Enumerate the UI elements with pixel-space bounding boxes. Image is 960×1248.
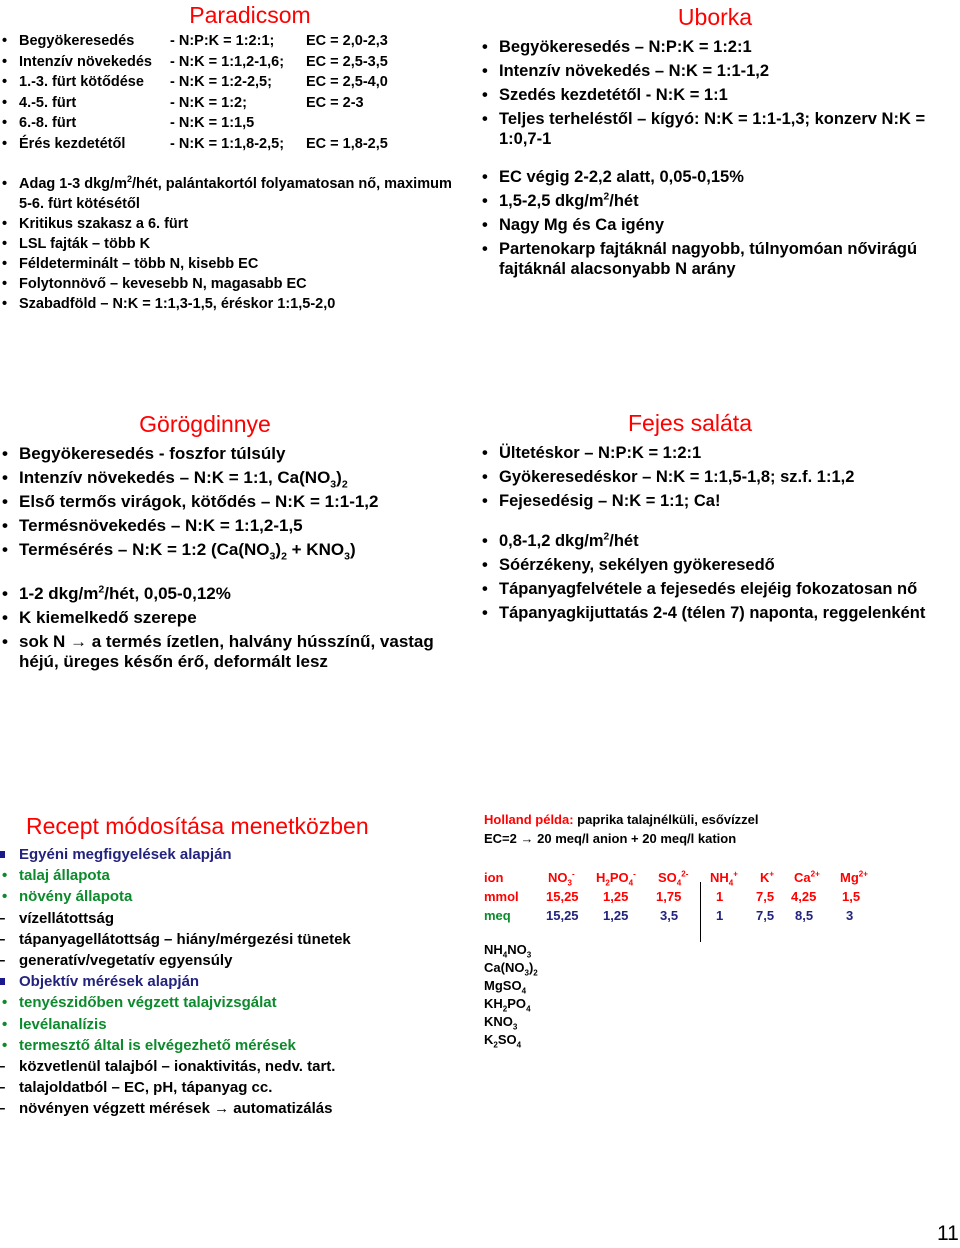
note-lsl: • LSL fajták – több K [19, 234, 460, 254]
salt-mgso4: MgSO$_4$ [484, 978, 527, 996]
note-feldet: • Féldeterminált – több N, kisebb EC [19, 254, 460, 274]
mmol-value: 4,25 [791, 889, 817, 904]
row-label-meq: meq [484, 908, 511, 923]
recept-list [0, 844, 470, 1120]
note-kritikus: • Kritikus szakasz a 6. fürt [19, 214, 460, 234]
uborka-parteno: • Partenokarp fajtáknál nagyobb, túlnyomóan nővirágú fajtáknál alacsonyabb N arány [499, 239, 950, 279]
meq-value: 1 [716, 908, 724, 923]
panel-recept [0, 813, 470, 1120]
salata-list-2 [480, 531, 950, 623]
arrow-right-icon: → [520, 831, 534, 846]
salata-item: • Tápanyagkijuttatás 2-4 (télen 7) naponta, reggelenként [499, 603, 950, 623]
meq-value: 7,5 [756, 908, 775, 923]
salata-item: • Fejesedésig – N:K = 1:1; Ca! [499, 491, 950, 511]
panel-paradicsom [0, 2, 460, 314]
paradicsom-notes [0, 174, 460, 314]
mmol-value: 1,25 [603, 889, 629, 904]
meq-value: 3,5 [660, 908, 679, 923]
recept-item: • termesztő által is elvégezhető mérések [19, 1035, 470, 1056]
dinnye-sokn: • sok N → a termés ízetlen, halvány hússzínű, vastag héjú, üreges későn érő, deformált lesz [19, 632, 470, 672]
phase-item: • 1.-3. fürt kötődése - N:K = 1:2-2,5; EC = 2,5-4,0 [19, 72, 460, 93]
salata-title: Fejes saláta [627, 410, 752, 436]
gorogdinnye-list-2 [0, 584, 470, 672]
phase-item: • 6.-8. fürt - N:K = 1:1,5 [19, 113, 460, 134]
ion-no3: $NO_3^-$ [548, 869, 575, 888]
gorogdinnye-title: Görögdinnye [139, 411, 271, 437]
salt-k2so4: $K_2SO_4$ [484, 1032, 522, 1050]
recept-item: Objektív mérések alapján [19, 971, 470, 992]
ion-ca: $Ca^{2+}$ [794, 869, 820, 885]
salata-list [480, 443, 950, 511]
ion-k: K+ [760, 869, 775, 885]
recept-item: • tenyészidőben végzett talajvizsgálat [19, 992, 470, 1013]
dinnye-dkg: • 1-2 dkg/$m^2$/hét, 0,05-0,12% [19, 584, 470, 604]
ion-nh4: $NH_4^+$ [710, 869, 738, 888]
ion-h2po4: $H_2PO_4^-$ [596, 869, 636, 888]
holland-header: Holland példa: paprika talajnélküli, esővízzel [484, 812, 759, 827]
mmol-value: 1,75 [656, 889, 682, 904]
uborka-list-2 [480, 167, 950, 279]
uborka-mg: • Nagy Mg és Ca igény [499, 215, 950, 235]
arrow-right-icon: → [214, 1100, 230, 1118]
holland-ec: EC=2 → 20 meq/l anion + 20 meq/l kation [484, 831, 737, 846]
recept-item-last: – növényen végzett mérések → automatizálás [19, 1098, 470, 1119]
salt-nh4no3: $NH_4NO_3$ [484, 942, 532, 960]
ion-so4: $SO_4^{2-}$ [658, 869, 689, 888]
note-folyton: • Folytonnövő – kevesebb N, magasabb EC [19, 274, 460, 294]
paradicsom-title: Paradicsom [189, 2, 311, 28]
mmol-value: 1,5 [842, 889, 861, 904]
phase-item: • Intenzív növekedés - N:K = 1:1,2-1,6; EC = 2,5-3,5 [19, 52, 460, 73]
recept-item: – generatív/vegetatív egyensúly [19, 950, 470, 971]
salata-item: • Sóérzékeny, sekélyen gyökeresedő [499, 555, 950, 575]
uborka-title: Uborka [677, 4, 753, 30]
mmol-value: 15,25 [546, 889, 579, 904]
mmol-value: 7,5 [756, 889, 775, 904]
recept-item: – közvetlenül talajból – ionaktivitás, nedv. tart. [19, 1056, 470, 1077]
panel-gorogdinnye [0, 411, 470, 676]
recept-item: • talaj állapota [19, 865, 470, 886]
uborka-item: • Begyökeresedés – N:P:K = 1:2:1 [499, 37, 950, 57]
panel-fejes-salata [480, 410, 950, 627]
recept-item: Egyéni megfigyelések alapján [19, 844, 470, 865]
salata-item: • Ültetéskor – N:P:K = 1:2:1 [499, 443, 950, 463]
dinnye-intenziv: • Intenzív növekedés – N:K = 1:1, $Ca(NO_3)_2$ [19, 468, 470, 488]
table-divider [700, 882, 701, 942]
dinnye-elso: • Első termős virágok, kötődés – N:K = 1:1-1,2 [19, 492, 470, 512]
salata-item: • Tápanyagfelvétele a fejesedés elejéig fokozatosan nő [499, 579, 950, 599]
page-number: 11 [937, 1222, 959, 1245]
gorogdinnye-list [0, 444, 470, 563]
recept-item: – tápanyagellátottság – hiány/mérgezési tünetek [19, 929, 470, 950]
row-label-mmol: mmol [484, 889, 519, 904]
salt-kno3: $KNO_3$ [484, 1014, 518, 1032]
panel-holland [484, 810, 944, 1049]
uborka-item: • Intenzív növekedés – N:K = 1:1-1,2 [499, 61, 950, 81]
note-szabad: • Szabadföld – N:K = 1:1,3-1,5, éréskor 1:1,5-2,0 [19, 294, 460, 314]
meq-value: 15,25 [546, 908, 579, 923]
dinnye-k: • K kiemelkedő szerepe [19, 608, 470, 628]
row-label-ion: ion [484, 870, 504, 885]
phase-item: • Érés kezdetétől - N:K = 1:1,8-2,5; EC = 1,8-2,5 [19, 134, 460, 155]
note-adag: • Adag 1-3 dkg/$m^2$/hét, palántakortól folyamatosan nő, maximum 5-6. fürt kötésétől [19, 174, 460, 214]
ion-mg: $Mg^{2+}$ [840, 869, 868, 885]
recept-item: – talajoldatból – EC, pH, tápanyag cc. [19, 1077, 470, 1098]
salt-kh2po4: $KH_2PO_4$ [484, 996, 531, 1014]
recept-item: • növény állapota [19, 886, 470, 907]
salt-cano32: $Ca(NO_3)_2$ [484, 960, 538, 978]
meq-value: 3 [846, 908, 854, 923]
meq-value: 1,25 [603, 908, 629, 923]
ion-table [484, 862, 944, 932]
phase-item: • 4.-5. fürt - N:K = 1:2; EC = 2-3 [19, 93, 460, 114]
dinnye-termesnov: • Termésnövekedés – N:K = 1:1,2-1,5 [19, 516, 470, 536]
uborka-ec: • EC végig 2-2,2 alatt, 0,05-0,15% [499, 167, 950, 187]
dinnye-begy: • Begyökeresedés - foszfor túlsúly [19, 444, 470, 464]
uborka-item: • Szedés kezdetétől - N:K = 1:1 [499, 85, 950, 105]
salata-item: • Gyökeresedéskor – N:K = 1:1,5-1,8; sz.f. 1:1,2 [499, 467, 950, 487]
uborka-item: • Teljes terheléstől – kígyó: N:K = 1:1-1,3; konzerv N:K = 1:0,7-1 [499, 109, 950, 149]
mmol-value: 1 [716, 889, 724, 904]
uborka-list [480, 37, 950, 149]
recept-item: • levélanalízis [19, 1014, 470, 1035]
recept-title: Recept módosítása menetközben [26, 813, 369, 839]
phase-item: • Begyökeresedés - N:P:K = 1:2:1; EC = 2,0-2,3 [19, 31, 460, 52]
dinnye-termeseres: • Termésérés – N:K = 1:2 $(Ca(NO_3)_2 + KNO_3)$ [19, 540, 470, 560]
salt-list [484, 941, 944, 1049]
recept-item: – vízellátottság [19, 908, 470, 929]
arrow-right-icon: → [70, 632, 88, 651]
panel-uborka [480, 4, 950, 283]
meq-value: 8,5 [795, 908, 814, 923]
paradicsom-phase-list [0, 31, 460, 154]
salata-dkg: • 0,8-1,2 dkg/$m^2$/hét [499, 531, 950, 551]
uborka-dkg: • 1,5-2,5 dkg/$m^2$/hét [499, 191, 950, 211]
